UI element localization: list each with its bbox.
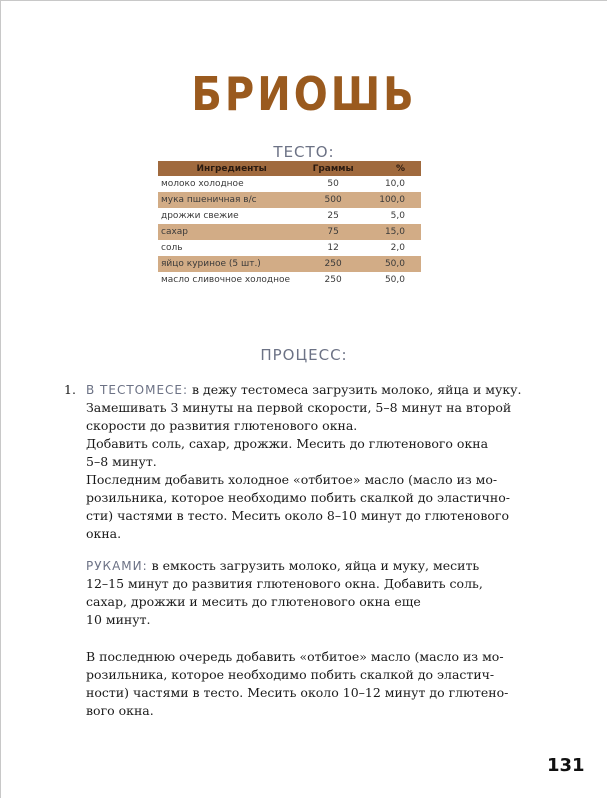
mixer-line: Замешивать 3 минуты на первой скорости, 5–8 минут на второй bbox=[86, 400, 512, 415]
table-header-row bbox=[158, 161, 421, 176]
table-row bbox=[158, 272, 421, 288]
page-number: 131 bbox=[547, 755, 585, 776]
hands-paragraph bbox=[86, 557, 546, 629]
mixer-lead: В ТЕСТОМЕСЕ: bbox=[86, 383, 189, 397]
final-line: ности) частями в тесто. Месить около 10–12 минут до глютено- bbox=[86, 685, 509, 700]
hands-line: в емкость загрузить молоко, яйца и муку, месить bbox=[147, 558, 480, 573]
mixer-line: в дежу тестомеса загрузить молоко, яйца и муку. bbox=[188, 382, 522, 397]
step-number: 1. bbox=[64, 382, 76, 397]
mixer-line: окна. bbox=[86, 526, 122, 541]
final-line: розильника, которое необходимо побить скалкой до эластич- bbox=[86, 667, 495, 682]
column-header-percent: % bbox=[361, 161, 421, 176]
hands-lead: РУКАМИ: bbox=[86, 559, 148, 573]
column-header-grams: Граммы bbox=[305, 161, 361, 176]
percent-cell: 50,0 bbox=[384, 275, 405, 285]
ingredient-name-cell: соль bbox=[161, 243, 183, 253]
ingredient-name-cell: мука пшеничная в/с bbox=[158, 192, 305, 208]
grams-cell: 250 bbox=[324, 275, 342, 285]
mixer-line: сти) частями в тесто. Месить около 8–10 минут до глютенового bbox=[86, 508, 509, 523]
hands-line: сахар, дрожжи и месить до глютенового окна еще bbox=[86, 594, 421, 609]
grams-cell: 12 bbox=[327, 243, 339, 253]
mixer-line: Добавить соль, сахар, дрожжи. Месить до глютенового окна bbox=[86, 436, 489, 451]
table-row bbox=[158, 176, 421, 192]
grams-cell: 250 bbox=[305, 256, 361, 272]
ingredient-name-cell: молоко холодное bbox=[161, 179, 244, 189]
page-title: БРИОШЬ bbox=[191, 68, 417, 122]
percent-cell: 15,0 bbox=[361, 224, 421, 240]
mixer-line: розильника, которое необходимо побить скалкой до эластично- bbox=[86, 490, 511, 505]
hands-line: 12–15 минут до развития глютенового окна. Добавить соль, bbox=[86, 576, 483, 591]
grams-cell: 50 bbox=[327, 179, 339, 189]
table-row bbox=[158, 224, 421, 240]
grams-cell: 500 bbox=[305, 192, 361, 208]
percent-cell: 50,0 bbox=[361, 256, 421, 272]
percent-cell: 2,0 bbox=[390, 243, 405, 253]
grams-cell: 75 bbox=[305, 224, 361, 240]
final-line: вого окна. bbox=[86, 703, 154, 718]
grams-cell: 25 bbox=[327, 211, 339, 221]
ingredients-table-body bbox=[158, 176, 421, 288]
percent-cell: 100,0 bbox=[361, 192, 421, 208]
ingredient-name-cell: масло сливочное холодное bbox=[161, 275, 291, 285]
final-paragraph bbox=[86, 648, 546, 720]
hands-line: 10 минут. bbox=[86, 612, 151, 627]
ingredient-name-cell: дрожжи свежие bbox=[161, 211, 239, 221]
percent-cell: 10,0 bbox=[384, 179, 405, 189]
mixer-line: скорости до развития глютенового окна. bbox=[86, 418, 358, 433]
ingredients-table bbox=[158, 161, 421, 288]
mixer-line: Последним добавить холодное «отбитое» масло (масло из мо- bbox=[86, 472, 498, 487]
table-row bbox=[158, 192, 421, 208]
table-row bbox=[158, 208, 421, 224]
percent-cell: 5,0 bbox=[390, 211, 405, 221]
mixer-paragraph bbox=[86, 381, 546, 543]
mixer-line: 5–8 минут. bbox=[86, 454, 157, 469]
ingredient-name-cell: яйцо куриное (5 шт.) bbox=[158, 256, 305, 272]
table-row bbox=[158, 240, 421, 256]
column-header-ingredients: Ингредиенты bbox=[158, 161, 305, 176]
ingredient-name-cell: сахар bbox=[158, 224, 305, 240]
table-row bbox=[158, 256, 421, 272]
dough-heading: ТЕСТО: bbox=[273, 143, 335, 161]
final-line: В последнюю очередь добавить «отбитое» масло (масло из мо- bbox=[86, 649, 504, 664]
process-heading: ПРОЦЕСС: bbox=[260, 346, 348, 364]
